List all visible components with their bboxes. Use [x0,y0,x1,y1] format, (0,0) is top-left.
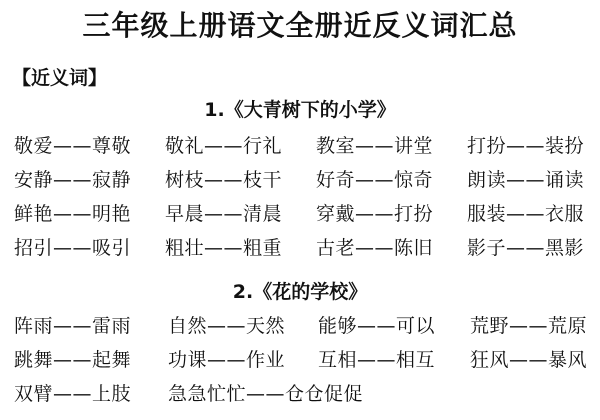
word-pair: 自然——天然 [168,315,286,337]
word-row [0,164,600,198]
word-row [0,344,600,378]
section-label-synonyms: 【近义词】 [12,67,108,89]
word-pair: 狂风——暴风 [470,349,588,371]
lesson-1-word-grid [0,130,600,266]
word-pair: 互相——相互 [318,349,436,371]
word-row [0,130,600,164]
word-row [0,378,600,412]
word-pair: 鲜艳——明艳 [14,203,132,225]
word-pair: 影子——黑影 [467,237,585,259]
word-pair: 打扮——装扮 [467,135,585,157]
word-pair: 树枝——枝干 [165,169,283,191]
word-pair: 荒野——荒原 [470,315,588,337]
word-pair: 敬爱——尊敬 [14,135,132,157]
word-pair: 穿戴——打扮 [316,203,434,225]
word-pair: 粗壮——粗重 [165,237,283,259]
word-pair: 好奇——惊奇 [316,169,434,191]
word-row [0,232,600,266]
word-pair: 敬礼——行礼 [165,135,283,157]
word-pair: 功课——作业 [168,349,286,371]
word-pair: 招引——吸引 [14,237,132,259]
lesson-heading-1: 1.《大青树下的小学》 [204,99,396,121]
word-pair: 教室——讲堂 [316,135,434,157]
page-title: 三年级上册语文全册近反义词汇总 [82,9,518,42]
word-pair: 安静——寂静 [14,169,132,191]
lesson-heading-2: 2.《花的学校》 [232,281,368,303]
word-pair: 阵雨——雷雨 [14,315,132,337]
word-row [0,198,600,232]
word-pair: 双臂——上肢 [14,383,132,405]
word-pair: 早晨——清晨 [165,203,283,225]
word-pair: 跳舞——起舞 [14,349,132,371]
word-pair: 能够——可以 [318,315,436,337]
word-row [0,310,600,344]
word-pair: 朗读——诵读 [467,169,585,191]
word-pair: 古老——陈旧 [316,237,434,259]
word-pair: 急急忙忙——仓仓促促 [168,383,364,405]
lesson-2-word-grid [0,310,600,412]
word-pair: 服装——衣服 [467,203,585,225]
